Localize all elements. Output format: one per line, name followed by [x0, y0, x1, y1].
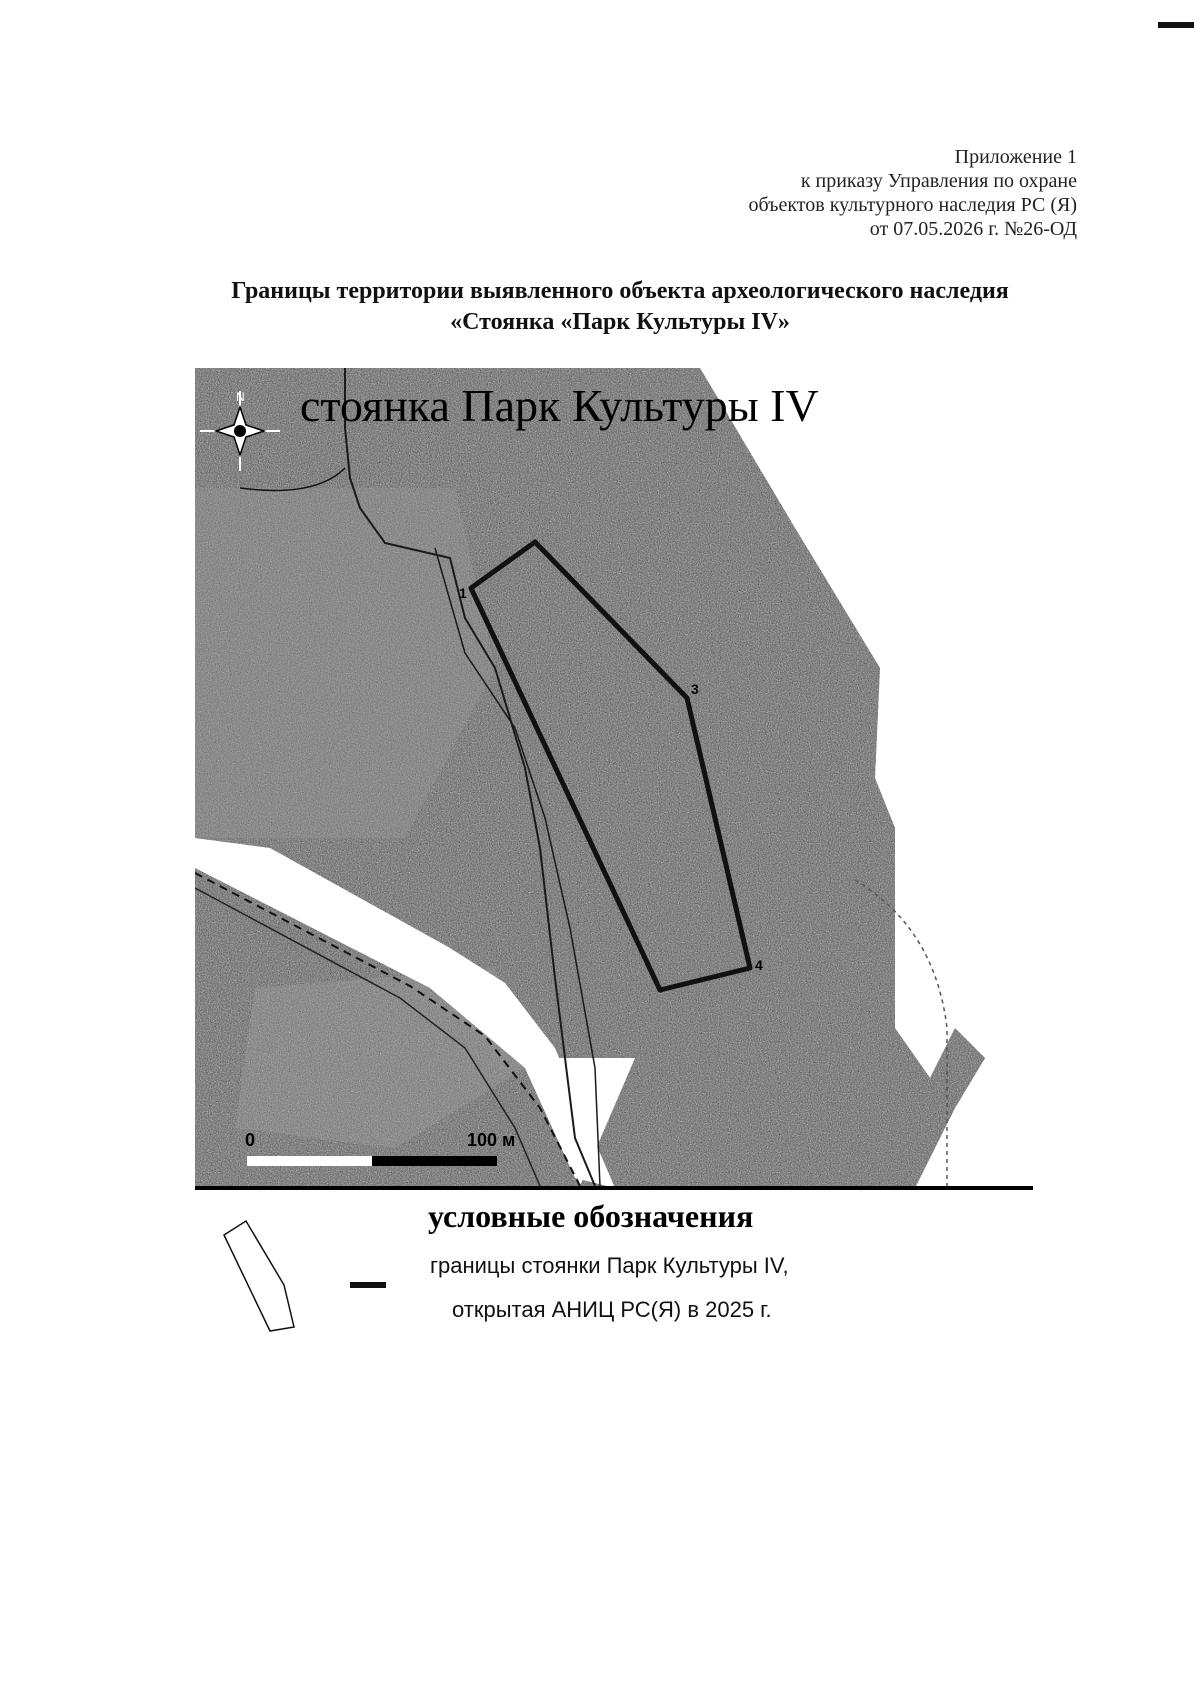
map-title: стоянка Парк Культуры IV — [300, 380, 819, 431]
appendix-line-4: от 07.05.2026 г. №26-ОД — [869, 218, 1077, 240]
appendix-line-1: Приложение 1 — [954, 146, 1077, 168]
legend-line-mark — [350, 1282, 386, 1288]
appendix-line-3: объектов культурного наследия РС (Я) — [748, 194, 1077, 216]
vertex-4-marker: 4 — [755, 957, 763, 973]
legend-title: условные обозначения — [428, 1198, 754, 1234]
title-line-2: «Стоянка «Парк Культуры IV» — [450, 309, 790, 335]
scale-start-label: 0 — [245, 1130, 256, 1150]
document-title — [120, 276, 1120, 338]
appendix-line-2: к приказу Управления по охране — [800, 170, 1077, 192]
site-map — [195, 368, 1033, 1190]
appendix-block — [657, 145, 1077, 241]
corner-mark — [1158, 22, 1194, 28]
map-image — [195, 368, 1033, 1190]
title-line-1: Границы территории выявленного объекта археологического наследия — [231, 278, 1009, 304]
scale-bar — [247, 1156, 497, 1166]
legend-line-1: границы стоянки Парк Культуры IV, — [430, 1253, 789, 1278]
legend-line-2: открытая АНИЦ РС(Я) в 2025 г. — [452, 1297, 772, 1322]
legend-boundary-symbol — [218, 1215, 308, 1335]
svg-text:N: N — [236, 390, 245, 404]
vertex-1-marker: 1 — [459, 585, 467, 601]
scale-end-label: 100 м — [467, 1130, 516, 1150]
vertex-3-marker: 3 — [691, 681, 699, 697]
